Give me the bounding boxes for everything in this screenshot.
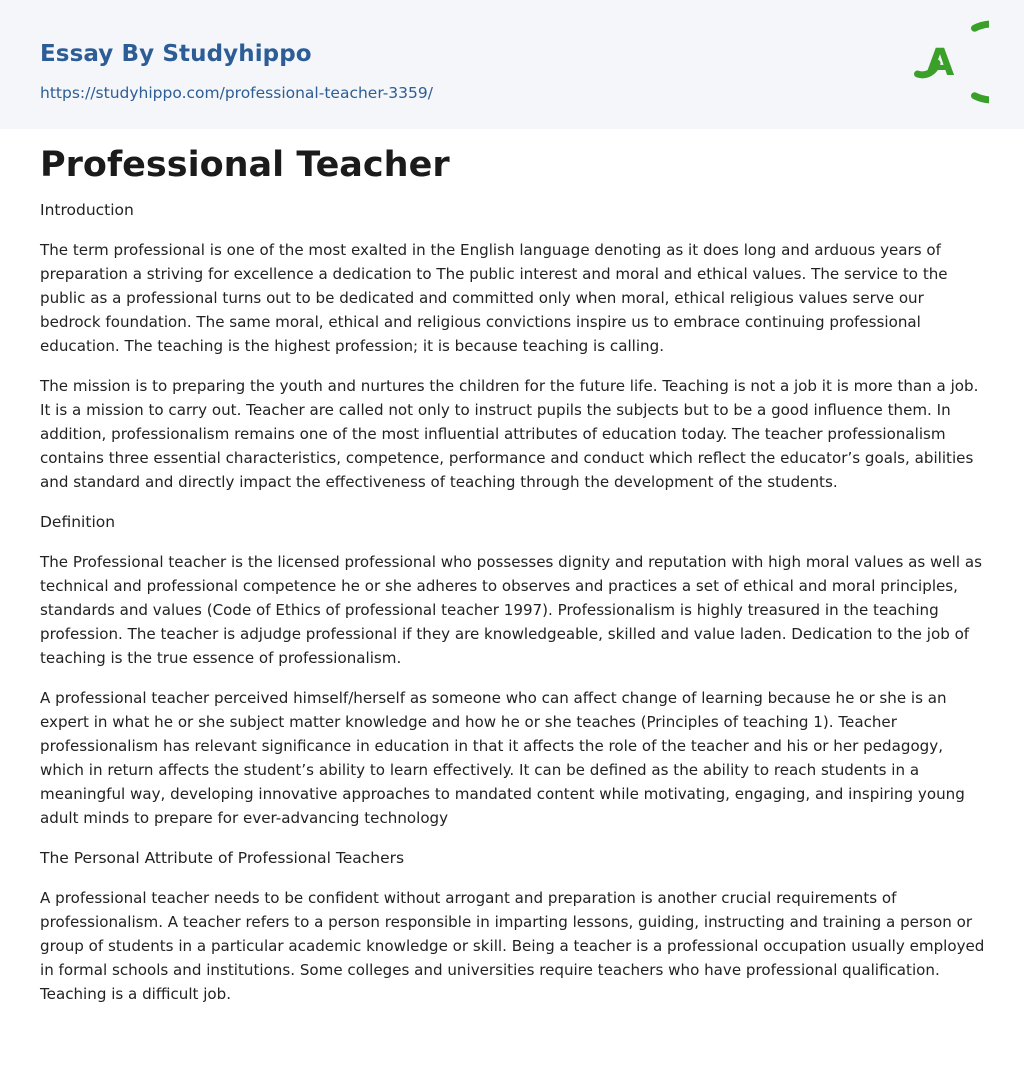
essay-paragraph: A professional teacher needs to be confident without arrogant and preparation is another crucial requirements of professionalism. A teacher refers to a person responsible in imparting lessons, guiding, instructing and training a person or group of students in a particular academic knowledge or skill. Being a teacher is a professional occupation usually employed in formal schools and institutions. Some colleges and universities require teachers who have professional qualification. Teaching is a difficult job. bbox=[40, 889, 985, 1003]
essay-paragraph: A professional teacher perceived himself/herself as someone who can affect change of learning because he or she is an expert in what he or she subject matter knowledge and how he or she teaches (Principles of teaching 1). Teacher professionalism has relevant significance in education in that it affects the role of the teacher and his or her pedagogy, which in return affects the student’s ability to learn effectively. It can be defined as the ability to reach students in a meaningful way, developing innovative approaches to mandated content while motivating, engaging, and inspiring young adult minds to prepare for ever-advancing technology bbox=[40, 689, 965, 827]
essay-paragraph: The mission is to preparing the youth and nurtures the children for the future life. Teaching is not a job it is more than a job. It is a mission to carry out. Teacher are called not only to instruct pupils the subjects but to be a good influence them. In addition, professionalism remains one of the most influential attributes of education today. The teacher professionalism contains three essential characteristics, competence, performance and conduct which reflect the educator’s goals, abilities and standard and directly impact the effectiveness of teaching through the development of the students. bbox=[40, 377, 979, 491]
essay-paragraph: The Professional teacher is the licensed professional who possesses dignity and reputation with high moral values as well as technical and professional competence he or she adheres to observes and practices a set of ethical and moral principles, standards and values (Code of Ethics of professional teacher 1997). Professionalism is highly treasured in the teaching profession. The teacher is adjudge professional if they are knowledgeable, skilled and value laden. Dedication to the job of teaching is the true essence of professionalism. bbox=[40, 553, 982, 667]
logo-letter: A bbox=[925, 41, 955, 84]
essay-paragraph: The term professional is one of the most exalted in the English language denoting as it does long and arduous years of preparation a striving for excellence a dedication to The public interest and moral and ethical values. The service to the public as a professional turns out to be dedicated and committed only when moral, ethical religious values serve our bedrock foundation. The same moral, ethical and religious convictions inspire us to embrace continuing professional education. The teaching is the highest profession; it is because teaching is calling. bbox=[40, 241, 948, 355]
site-header bbox=[0, 0, 1024, 129]
site-brand[interactable]: Essay By Studyhippo bbox=[40, 41, 312, 67]
studyhippo-logo-icon[interactable] bbox=[911, 18, 989, 106]
section-heading: Introduction bbox=[40, 201, 134, 219]
essay-title: Professional Teacher bbox=[40, 145, 450, 185]
section-heading: The Personal Attribute of Professional Teachers bbox=[40, 849, 405, 867]
essay-body bbox=[40, 198, 988, 1022]
section-heading: Definition bbox=[40, 513, 116, 531]
essay-url-link[interactable]: https://studyhippo.com/professional-teacher-3359/ bbox=[40, 84, 433, 102]
